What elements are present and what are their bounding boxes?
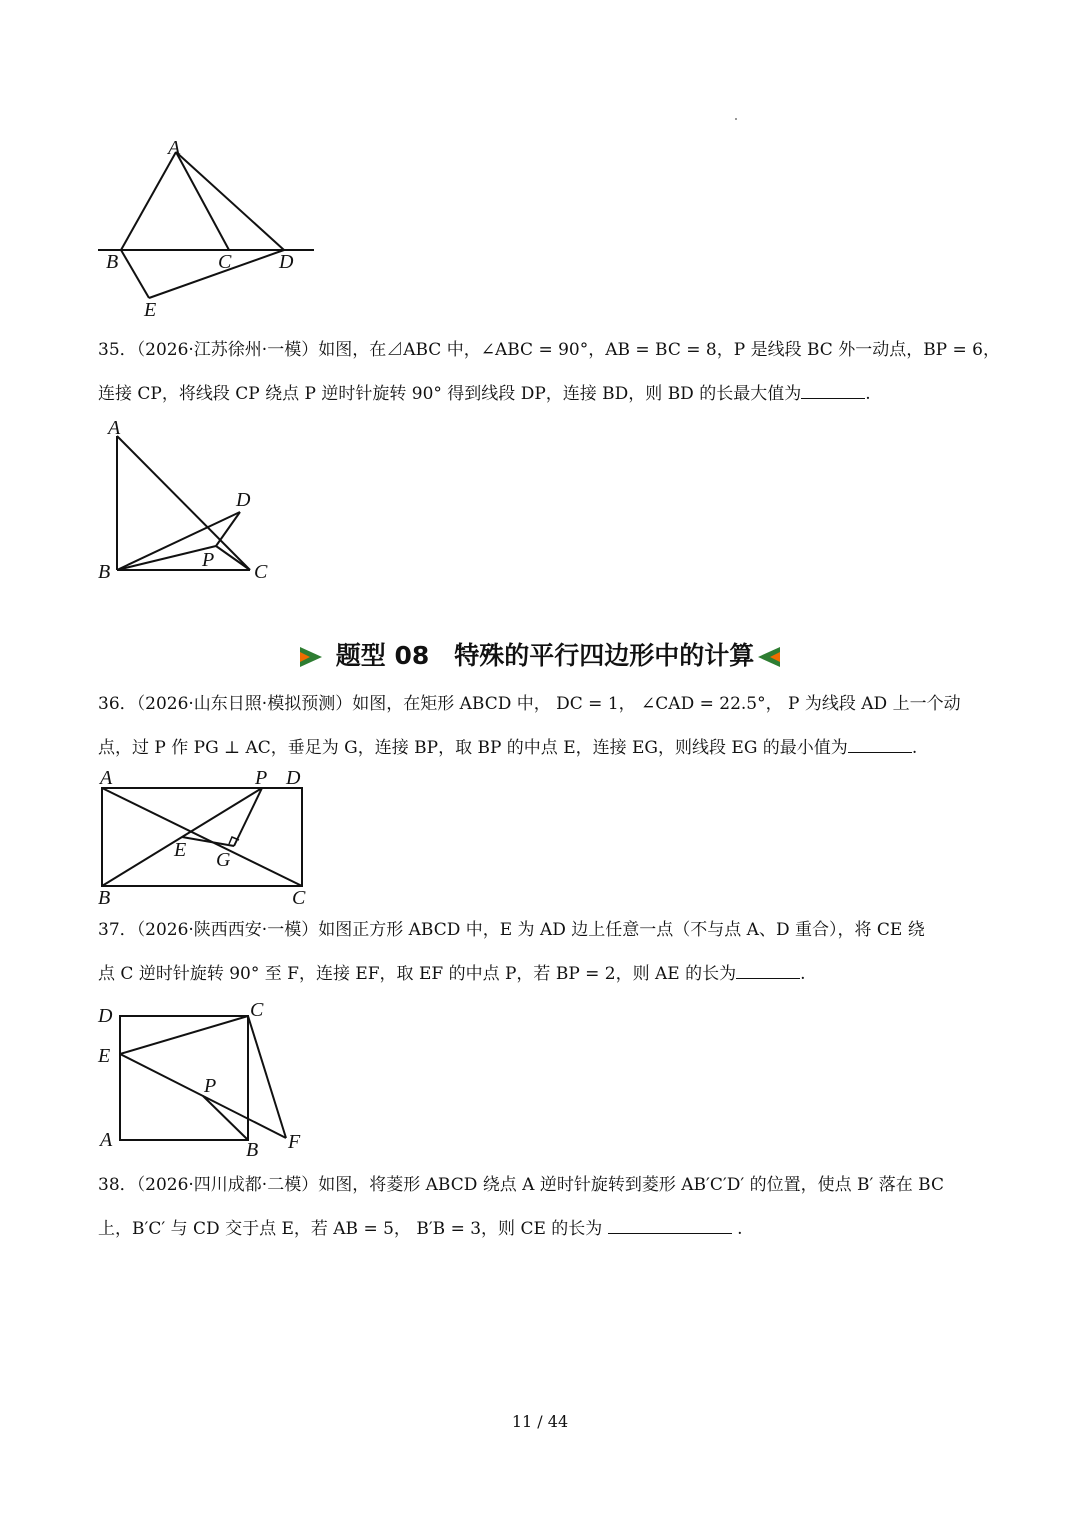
fig37-label-p: P: [204, 1075, 217, 1097]
question-37: [98, 908, 988, 996]
q38-answer-blank: [608, 1215, 732, 1234]
q38-line-1: 38．（2026·四川成都·二模）如图，将菱形 ABCD 绕点 A 逆时针旋转到菱形 AB′C′D′ 的位置，使点 B′ 落在 BC: [98, 1175, 944, 1195]
q35-line-2: [98, 372, 988, 416]
q37-line-1: 37．（2026·陕西西安·一模）如图正方形 ABCD 中，E 为 AD 边上任意一点（不与点 A、D 重合），将 CE 绕: [98, 920, 925, 940]
fig34-label-d: D: [279, 251, 294, 273]
fig35-label-c: C: [254, 561, 268, 583]
fig36-label-d: D: [286, 767, 301, 789]
fig35-seg-ac: [117, 436, 250, 570]
q36-line-1: 36．（2026·山东日照·模拟预测）如图，在矩形 ABCD 中， DC = 1， ∠CAD = 22.5°， P 为线段 AD 上一个动: [98, 694, 961, 714]
fig35-label-p: P: [202, 549, 215, 571]
q36-line-2: [98, 726, 988, 770]
fig34-label-e: E: [144, 299, 157, 321]
q37-line-2: [98, 952, 988, 996]
q38-line-2: [98, 1207, 988, 1251]
fig36-label-b: B: [98, 887, 111, 909]
fig37-seg-cf: [248, 1016, 286, 1138]
page-number: 11 / 44: [511, 1412, 569, 1431]
fig34-seg-ed: [149, 250, 284, 298]
q37-period: .: [800, 964, 806, 984]
stray-dot: [735, 118, 737, 120]
figure-36: [96, 766, 316, 908]
fig37-label-e: E: [98, 1045, 111, 1067]
figure-37: [96, 996, 316, 1161]
question-38: [98, 1163, 988, 1251]
q38-period: .: [737, 1219, 743, 1239]
fig34-seg-be: [121, 250, 149, 298]
fig35-label-b: B: [98, 561, 111, 583]
fig34-seg-ad: [176, 152, 284, 250]
q35-period: .: [865, 384, 871, 404]
fig36-label-e: E: [174, 839, 187, 861]
fig37-label-f: F: [288, 1131, 301, 1153]
question-35: [98, 328, 1000, 416]
q37-line-2-text: 点 C 逆时针旋转 90° 至 F，连接 EF，取 EF 的中点 P，若 BP = 2，则 AE 的长为: [98, 964, 737, 984]
fig34-seg-ac: [176, 152, 229, 250]
q35-line-2-text: 连接 CP，将线段 CP 绕点 P 逆时针旋转 90° 得到线段 DP，连接 BD，则 BD 的长最大值为: [98, 384, 802, 404]
fig36-diag-ac: [102, 788, 302, 886]
figure-34: [96, 136, 326, 326]
fig37-label-d: D: [98, 1005, 113, 1027]
fig37-seg-ec: [120, 1016, 248, 1054]
q36-line-2-text: 点，过 P 作 PG ⊥ AC，垂足为 G，连接 BP，取 BP 的中点 E，连接 EG，则线段 EG 的最小值为: [98, 738, 848, 758]
section-header: [0, 634, 1080, 678]
q37-answer-blank: [736, 960, 800, 979]
fig35-label-d: D: [236, 489, 251, 511]
fig36-label-a: A: [100, 767, 113, 789]
fig37-label-b: B: [246, 1139, 259, 1161]
fig36-label-g: G: [216, 849, 231, 871]
fig37-seg-pb: [203, 1096, 248, 1140]
fig34-label-a: A: [168, 137, 181, 159]
fig36-label-p: P: [255, 767, 268, 789]
q38-line-2-text: 上，B′C′ 与 CD 交于点 E，若 AB = 5， B′B = 3，则 CE 的长为: [98, 1219, 603, 1239]
right-arrow-icon: [300, 647, 322, 667]
fig37-label-c: C: [250, 999, 264, 1021]
figure-35: [96, 414, 286, 586]
section-title: 题型 08 特殊的平行四边形中的计算: [335, 641, 755, 670]
q36-period: .: [911, 738, 918, 758]
left-arrow-icon: [758, 647, 780, 667]
fig37-label-a: A: [100, 1129, 113, 1151]
q36-answer-blank: [848, 734, 912, 753]
fig36-label-c: C: [292, 887, 306, 909]
q35-line-1: 35．（2026·江苏徐州·一模）如图，在⊿ABC 中，∠ABC = 90°，AB = BC = 8，P 是线段 BC 外一动点，BP = 6，: [98, 340, 1000, 360]
fig34-label-c: C: [218, 251, 232, 273]
fig34-label-b: B: [106, 251, 119, 273]
question-36: [98, 682, 988, 770]
fig35-seg-pc: [216, 546, 250, 570]
q35-answer-blank: [801, 380, 865, 399]
fig35-label-a: A: [108, 417, 121, 439]
fig34-seg-ab: [121, 152, 176, 250]
fig36-seg-eg: [182, 837, 234, 846]
